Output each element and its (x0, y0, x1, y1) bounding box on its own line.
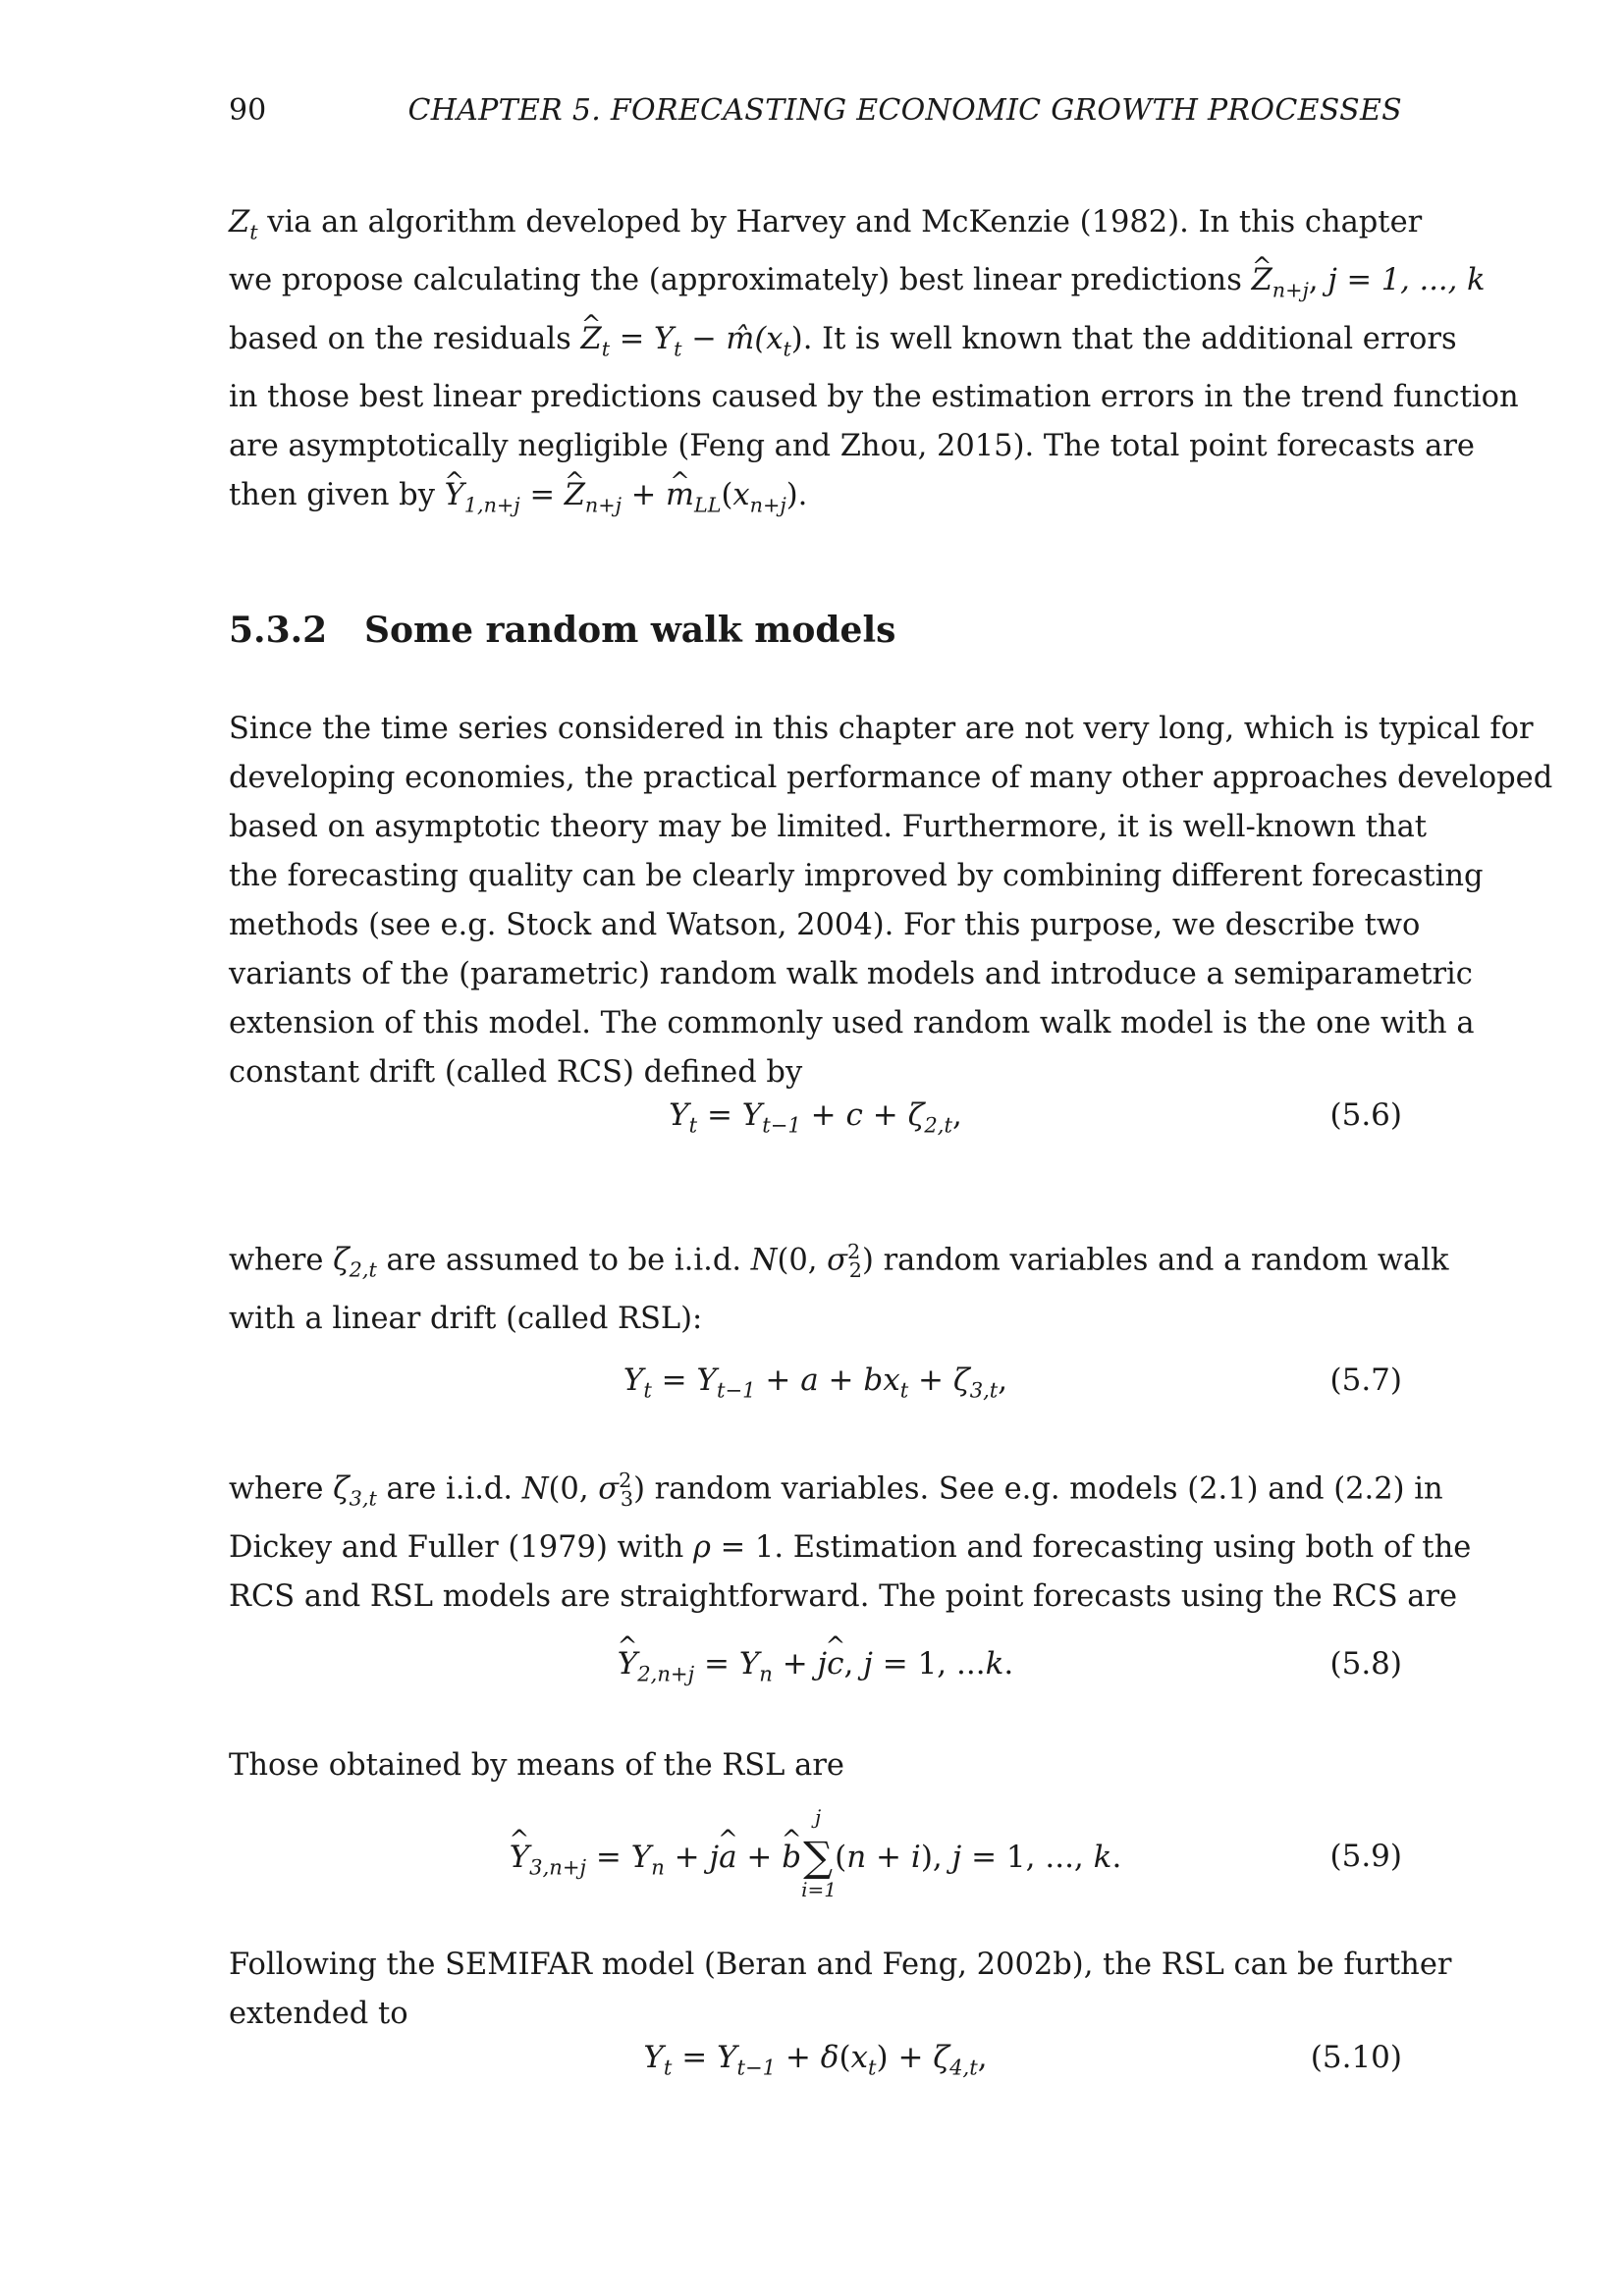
text-line: constant drift (called RCS) defined by (229, 1055, 803, 1090)
paragraph-rcs (229, 1227, 1449, 1344)
text-line: Following the SEMIFAR model (Beran and Feng, 2002b), the RSL can be further (229, 1948, 1452, 1982)
text-line: with a linear drift (called RSL): (229, 1301, 703, 1336)
text-line: developing economies, the practical performance of many other approaches developed (229, 761, 1553, 795)
equation-formula: ^ $Y_{3,n+j} = Y_n$ + j^ a + ^ b j ∑ i=1 (n + i), j = 1, ..., k. (229, 1839, 1402, 1879)
equation-5-8 (229, 1646, 1402, 1695)
paragraph-continuation (229, 198, 1519, 529)
section-heading (229, 610, 895, 651)
text-line: Dickey and Fuller (1979) with ρ = 1. Estimation and forecasting using both of the (229, 1529, 1472, 1565)
text-line: where $\zeta_{2,t}$ are assumed to be i.i.d. N(0, $\sigma^2_2$) random variables and a random walk (229, 1240, 1449, 1282)
text-line: extended to (229, 1997, 408, 2031)
equation-number: (5.10) (1310, 2040, 1402, 2075)
text-line: Since the time series considered in this chapter are not very long, which is typical for (229, 712, 1534, 746)
equation-number: (5.6) (1329, 1097, 1402, 1133)
equation-formula: $Y_t = Y_{t-1} + \delta(x_t) + \zeta_{4,t}$, (643, 2040, 988, 2080)
text-line: RCS and RSL models are straightforward. The point forecasts using the RCS are (229, 1578, 1458, 1614)
text-line: then given by ^ $Y_{1,n+j}$ = ^ $Z_{n+j}$ + ^ $m_{LL}(x_{n+j})$. (229, 471, 1402, 529)
text-line: we propose calculating the (approximately) best linear predictions ^ $Z_{n+j}$, j = 1, ..., k (229, 256, 1402, 314)
equation-5-10 (229, 2040, 1402, 2089)
equation-number: (5.7) (1329, 1362, 1402, 1398)
text-line: where $\zeta_{3,t}$ are i.i.d. N(0, $\sigma^2_3$) random variables. See e.g. models (2.1) and (2.2) in (229, 1468, 1443, 1511)
paragraph-intro (229, 705, 1553, 1097)
chapter-title: CHAPTER 5. FORECASTING ECONOMIC GROWTH PROCESSES (407, 93, 1402, 128)
equation-formula: $Y_t = Y_{t-1} + a + bx_t + \zeta_{3,t}$, (623, 1362, 1008, 1403)
text-line: $Z_t$ via an algorithm developed by Harvey and McKenzie (1982). In this chapter (229, 205, 1423, 244)
equation-number: (5.9) (1329, 1839, 1402, 1874)
text-line: variants of the (parametric) random walk models and introduce a semiparametric (229, 957, 1473, 991)
running-header (229, 93, 1402, 133)
section-title: Some random walk models (364, 610, 896, 651)
equation-number: (5.8) (1329, 1646, 1402, 1682)
text-line: extension of this model. The commonly used random walk model is the one with a (229, 1006, 1475, 1041)
paragraph-rsl-forecast (229, 1741, 1402, 1790)
paragraph-semifar (229, 1941, 1452, 2039)
text-line: the forecasting quality can be clearly improved by combining different forecasting (229, 859, 1484, 893)
paragraph-rsl (229, 1456, 1472, 1622)
summation-sign: j ∑ i=1 (801, 1805, 838, 1901)
text-line: based on the residuals ^ $Z_t = Y_t$ − $m̂(x_t)$. It is well known that the additional errors (229, 315, 1402, 373)
equation-5-7 (229, 1362, 1402, 1412)
text-line: are asymptotically negligible (Feng and Zhou, 2015). The total point forecasts are (229, 428, 1475, 463)
equation-formula: ^ $Y_{2,n+j} = Y_n$ + j^ c, j = 1, ...k. (229, 1646, 1402, 1685)
text-line: Those obtained by means of the RSL are (229, 1748, 844, 1783)
text-line: based on asymptotic theory may be limited. Furthermore, it is well-known that (229, 810, 1428, 844)
text-line: methods (see e.g. Stock and Watson, 2004). For this purpose, we describe two (229, 908, 1421, 942)
equation-5-6 (229, 1097, 1402, 1147)
equation-5-9 (229, 1805, 1402, 1901)
page-number: 90 (229, 93, 267, 128)
section-number: 5.3.2 (229, 610, 328, 651)
text-line: in those best linear predictions caused by the estimation errors in the trend function (229, 379, 1519, 414)
equation-formula: $Y_t = Y_{t-1} + c + \zeta_{2,t}$, (669, 1097, 962, 1138)
